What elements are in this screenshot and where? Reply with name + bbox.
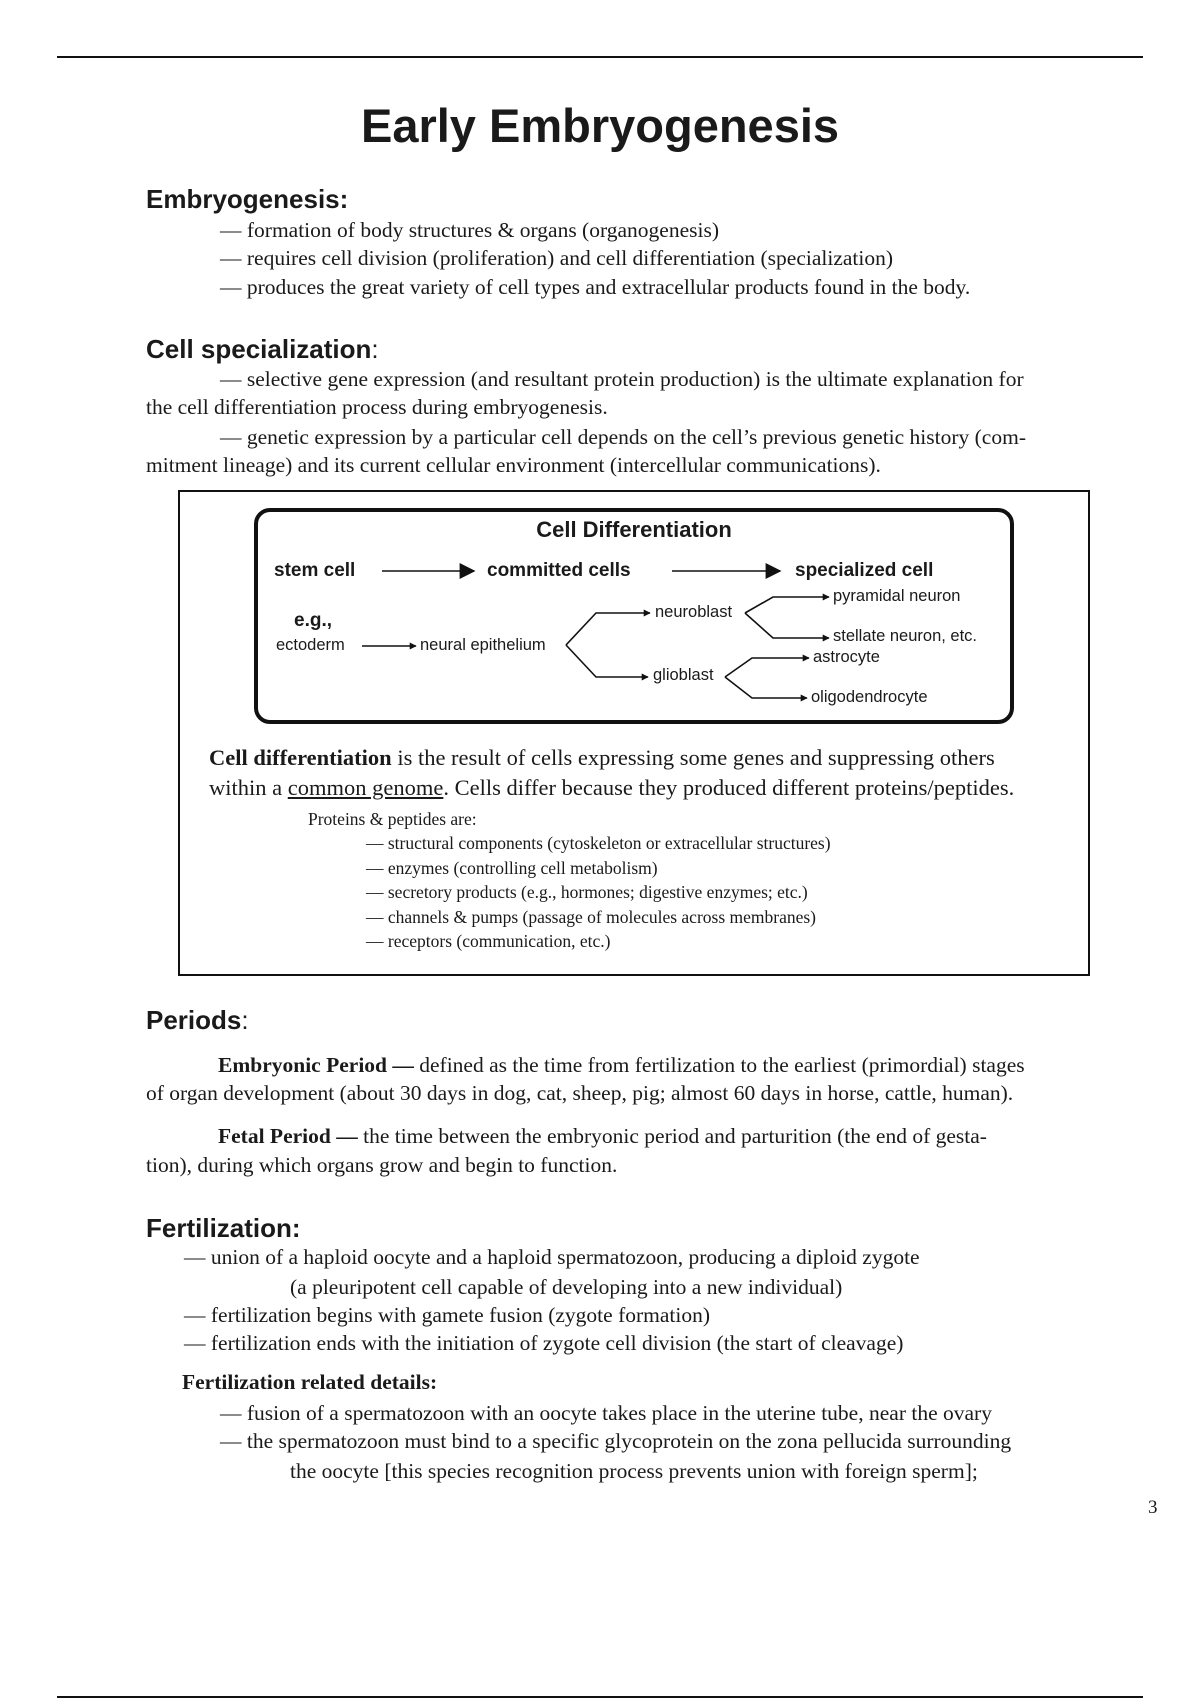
differentiation-note-line1: Cell differentiation is the result of cells expressing some genes and suppressing others <box>209 745 995 770</box>
fertilization-details-heading: Fertilization related details: <box>182 1370 438 1394</box>
bottom-rule <box>57 1696 1143 1698</box>
fertilization-item: — fertilization ends with the initiation of zygote cell division (the start of cleavage) <box>184 1331 904 1355</box>
embryogenesis-item: — formation of body structures & organs (organogenesis) <box>220 218 719 242</box>
embryonic-period-line1: Embryonic Period — defined as the time from fertilization to the earliest (primordial) stages <box>218 1053 1025 1077</box>
fertilization-detail: — fusion of a spermatozoon with an oocyte takes place in the uterine tube, near the ovary <box>220 1401 992 1425</box>
cell-specialization-para2-cont: mitment lineage) and its current cellular environment (intercellular communications). <box>146 453 881 477</box>
differentiation-note-line2: within a common genome. Cells differ because they produced different proteins/peptides. <box>209 775 1015 800</box>
top-rule <box>57 56 1143 58</box>
eg-label: e.g., <box>294 610 333 631</box>
periods-heading: Periods: <box>146 1005 249 1035</box>
protein-item: — enzymes (controlling cell metabolism) <box>366 858 658 878</box>
neural-epithelium-label: neural epithelium <box>420 636 546 654</box>
astrocyte-label: astrocyte <box>813 648 880 666</box>
protein-item: — receptors (communication, etc.) <box>366 931 611 951</box>
page-number: 3 <box>1148 1497 1158 1518</box>
cell-specialization-heading: Cell specialization: <box>146 334 379 364</box>
fertilization-heading: Fertilization: <box>146 1213 301 1243</box>
neuroblast-label: neuroblast <box>655 603 733 621</box>
cell-specialization-para1: — selective gene expression (and resultant protein production) is the ultimate explanation for <box>220 367 1024 391</box>
page-title: Early Embryogenesis <box>360 99 840 152</box>
committed-cells-label: committed cells <box>487 560 631 581</box>
ectoderm-label: ectoderm <box>276 636 345 654</box>
cell-specialization-para1-cont: the cell differentiation process during embryogenesis. <box>146 395 608 419</box>
embryonic-period-line2: of organ development (about 30 days in dog, cat, sheep, pig; almost 60 days in horse, cattle, human). <box>146 1081 1014 1105</box>
protein-item: — secretory products (e.g., hormones; digestive enzymes; etc.) <box>366 882 808 902</box>
protein-item: — channels & pumps (passage of molecules across membranes) <box>366 907 817 927</box>
fertilization-detail-cont: the oocyte [this species recognition process prevents union with foreign sperm]; <box>290 1459 978 1483</box>
fertilization-item-cont: (a pleuripotent cell capable of developing into a new individual) <box>290 1275 843 1299</box>
fertilization-item: — fertilization begins with gamete fusion (zygote formation) <box>184 1303 711 1327</box>
stellate-neuron-label: stellate neuron, etc. <box>833 627 978 645</box>
cell-specialization-para2: — genetic expression by a particular cell depends on the cell’s previous genetic history (com- <box>220 425 1026 449</box>
fetal-period-line1: Fetal Period — the time between the embryonic period and parturition (the end of gesta- <box>218 1124 987 1148</box>
embryogenesis-item: — requires cell division (proliferation) and cell differentiation (specialization) <box>220 246 894 270</box>
protein-item: — structural components (cytoskeleton or extracellular structures) <box>366 833 831 853</box>
stem-cell-label: stem cell <box>274 560 356 581</box>
glioblast-label: glioblast <box>653 666 714 684</box>
fertilization-item: — union of a haploid oocyte and a haploid spermatozoon, producing a diploid zygote <box>184 1245 920 1269</box>
oligodendrocyte-label: oligodendrocyte <box>811 688 928 706</box>
proteins-heading: Proteins & peptides are: <box>308 809 477 829</box>
specialized-cell-label: specialized cell <box>795 560 934 581</box>
embryogenesis-item: — produces the great variety of cell types and extracellular products found in the body. <box>220 275 971 299</box>
fertilization-detail: — the spermatozoon must bind to a specific glycoprotein on the zona pellucida surrounding <box>220 1429 1012 1453</box>
diagram-title: Cell Differentiation <box>536 517 732 542</box>
embryogenesis-heading: Embryogenesis: <box>146 184 349 214</box>
fetal-period-line2: tion), during which organs grow and begin to function. <box>146 1153 618 1177</box>
pyramidal-neuron-label: pyramidal neuron <box>833 587 961 605</box>
